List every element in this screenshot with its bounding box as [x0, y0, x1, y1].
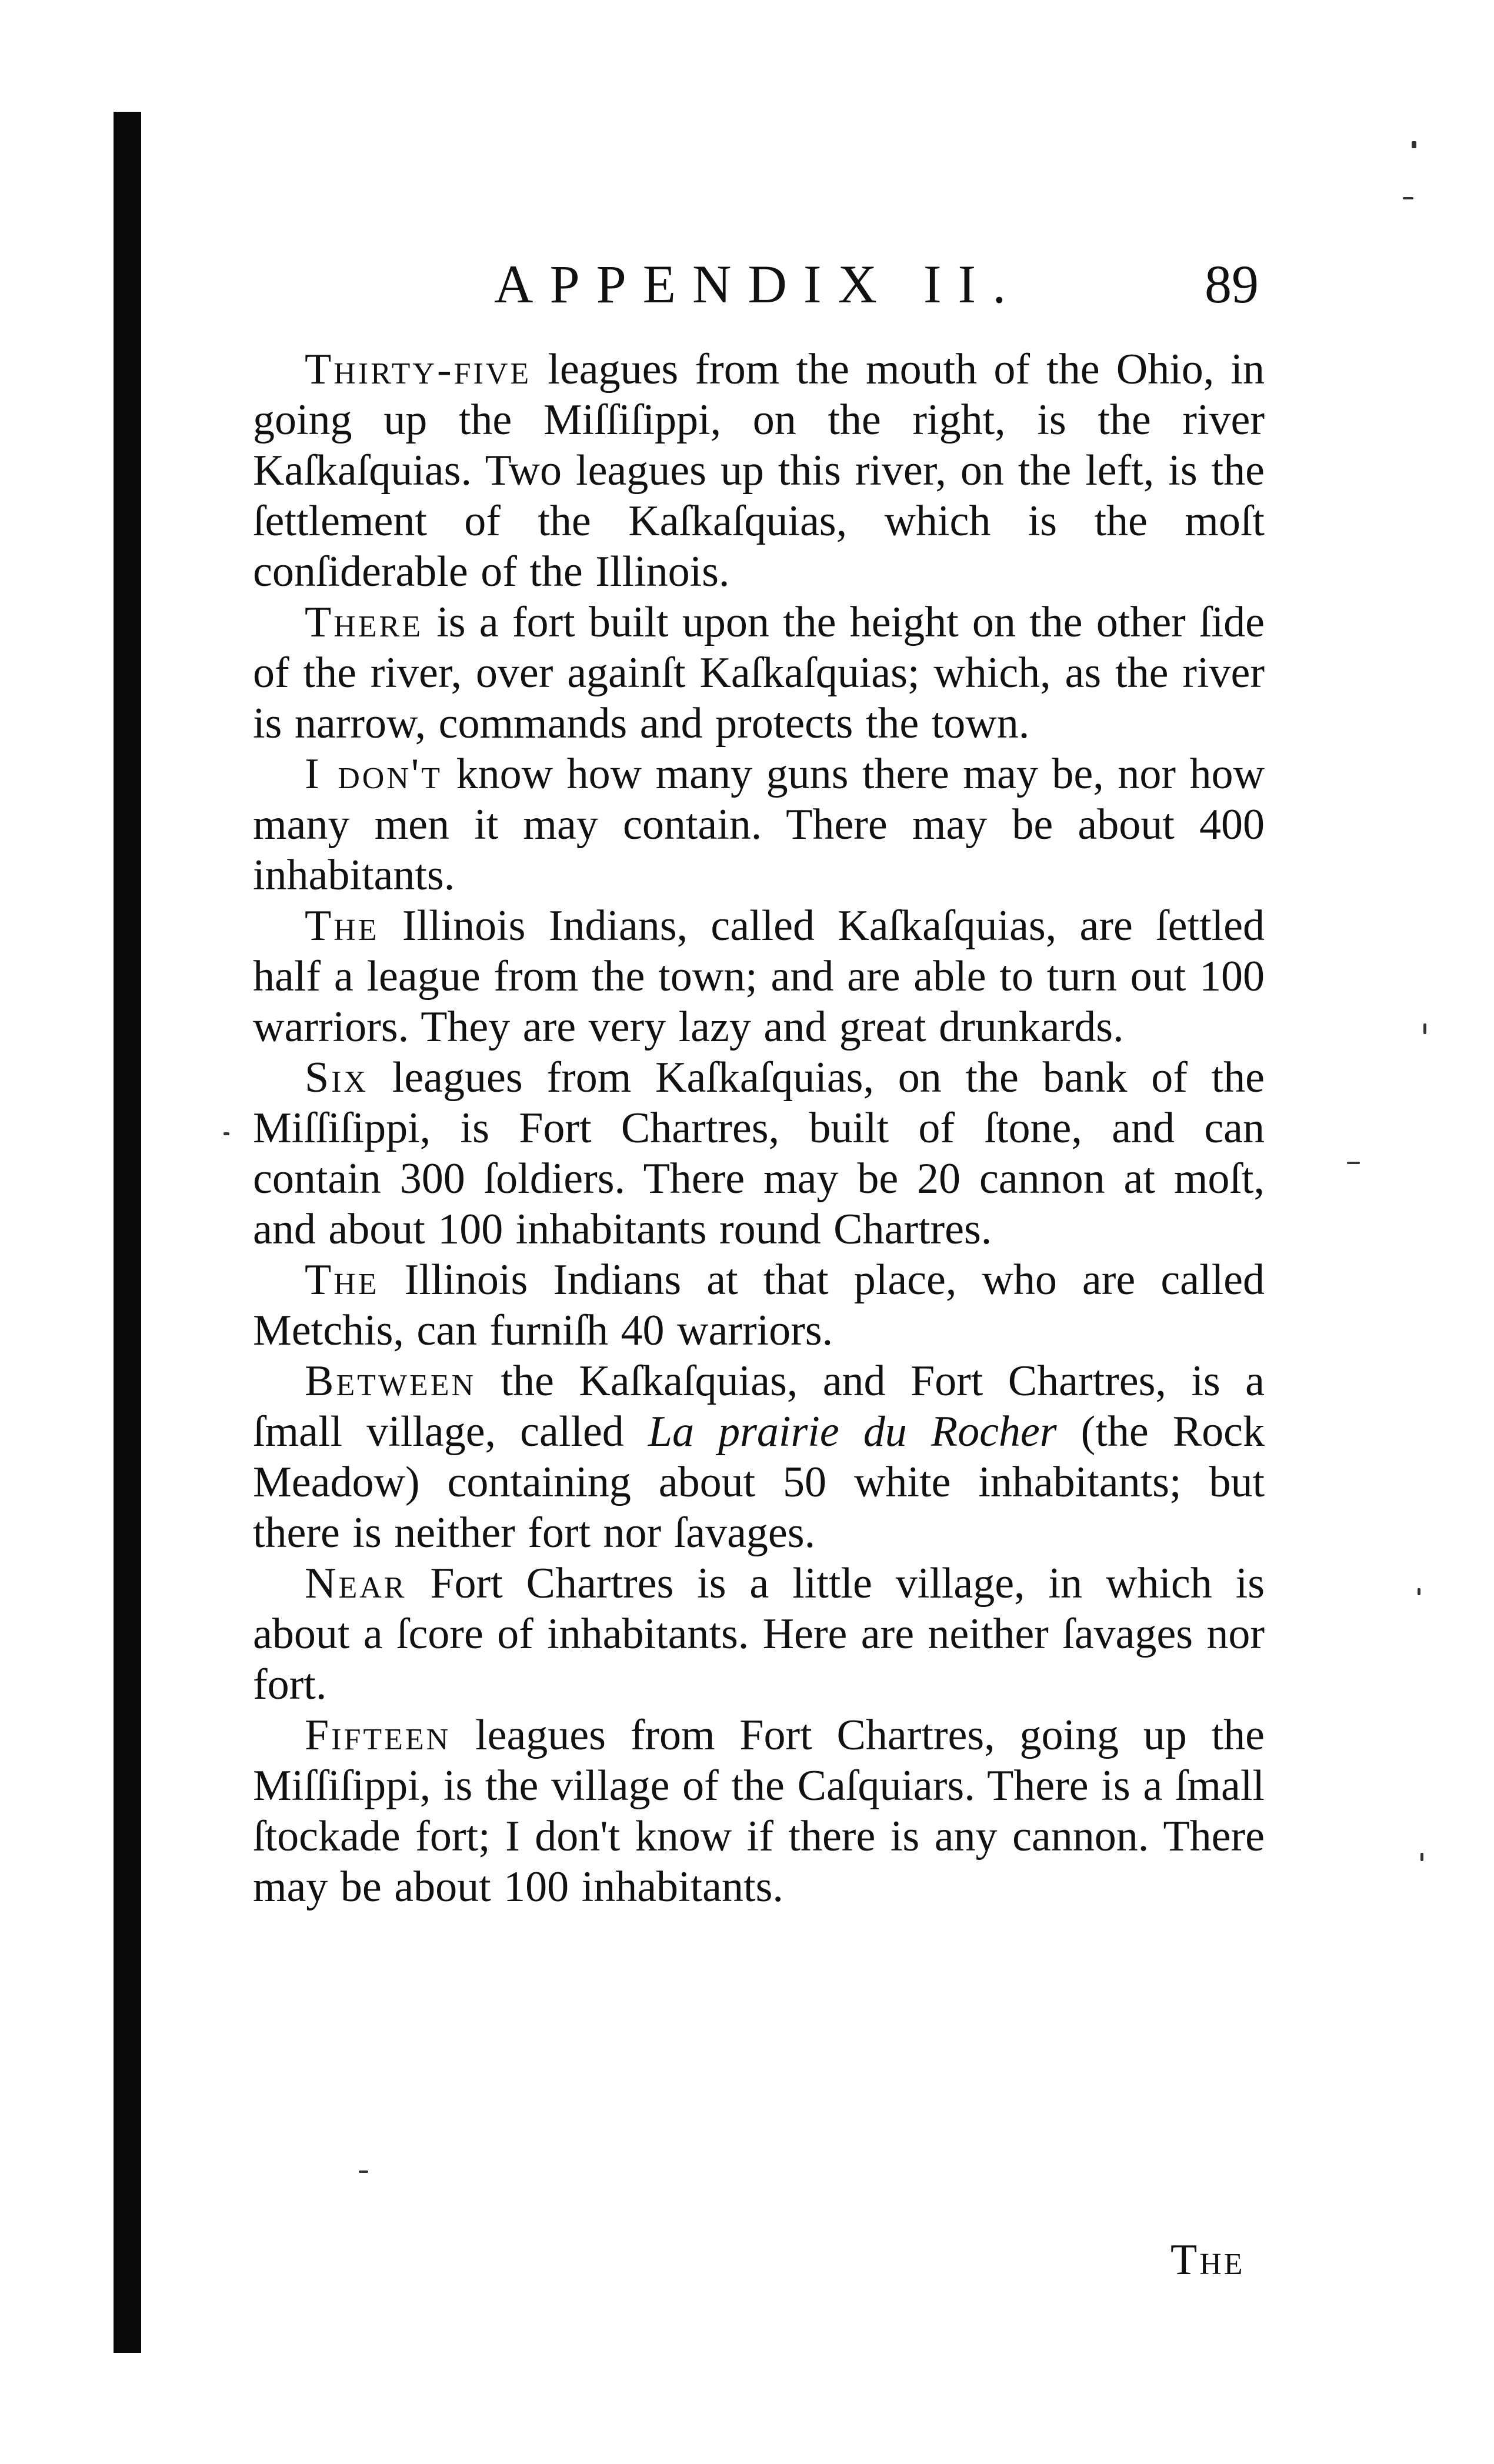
- print-speck: [1418, 1588, 1420, 1595]
- paragraph-5: [253, 1052, 1265, 1255]
- paragraph-lead: Thirty-five: [305, 345, 532, 394]
- print-speck: [1423, 1023, 1426, 1034]
- paragraph-lead: The: [305, 902, 379, 950]
- paragraph-text-after: (the Rock Meadow) containing about 50 white inhabitants; but there is neither fort nor ſavages.: [253, 1408, 1265, 1557]
- paragraph-lead: Near: [305, 1559, 407, 1608]
- paragraph-2: [253, 597, 1265, 749]
- page-header: [494, 247, 1259, 335]
- paragraph-lead: Between: [305, 1357, 476, 1405]
- running-title: APPENDIX II.: [494, 254, 1023, 314]
- paragraph-4: [253, 901, 1265, 1052]
- catchword: The: [1170, 2236, 1245, 2284]
- paragraph-text: is a fort built upon the height on the other ſide of the river, over againſt Kaſkaſquias; which, as the river is narrow, commands and protects the town.: [253, 598, 1265, 748]
- paragraph-text: Illinois Indians at that place, who are called Metchis, can furniſh 40 warriors.: [253, 1256, 1265, 1355]
- paragraph-3: [253, 749, 1265, 901]
- page-number: 89: [1205, 254, 1259, 314]
- paragraph-lead: I don't: [305, 750, 442, 798]
- paragraph-7: [253, 1356, 1265, 1558]
- paragraph-text: leagues from Fort Chartres, going up the Miſſiſippi, is the village of the Caſquiars. There is a ſmall ſtockade fort; I don't know if there is any cannon. There may be about 100 inhabitants.: [253, 1711, 1265, 1911]
- print-speck: [359, 2170, 368, 2173]
- paragraph-8: [253, 1558, 1265, 1710]
- paragraph-text: leagues from the mouth of the Ohio, in going up the Miſſiſippi, on the right, is the river Kaſkaſquias. Two leagues up this river, on the left, is the ſettlement of the Kaſkaſquias, which is the moſt conſiderable of the Illinois.: [253, 345, 1265, 596]
- paragraph-text: the Kaſkaſquias, and Fort Chartres, is a ſmall village, called: [253, 1357, 1265, 1456]
- print-speck: [1412, 141, 1416, 148]
- paragraph-text: Illinois Indians, called Kaſkaſquias, are ſettled half a league from the town; and are able to turn out 100 warriors. They are very lazy and great drunkards.: [253, 902, 1265, 1051]
- paragraph-lead: The: [305, 1256, 379, 1304]
- place-name-italic: La prairie du Rocher: [648, 1408, 1057, 1456]
- print-speck: [224, 1132, 229, 1135]
- print-speck: [1403, 197, 1413, 199]
- print-speck: [1347, 1162, 1360, 1164]
- paragraph-6: [253, 1255, 1265, 1356]
- paragraph-1: [253, 344, 1265, 597]
- paragraph-text: leagues from Kaſkaſquias, on the bank of the Miſſiſippi, is Fort Chartres, built of ſtone, and can contain 300 ſoldiers. There may be 20 cannon at moſt, and about 100 inhabitants round Chartres.: [253, 1053, 1265, 1253]
- binding-shadow: [114, 112, 141, 2353]
- paragraph-lead: Fifteen: [305, 1711, 451, 1759]
- paragraph-text: Fort Chartres is a little village, in which is about a ſcore of inhabitants. Here are neither ſavages nor fort.: [253, 1559, 1265, 1709]
- body-text: [253, 344, 1265, 1912]
- paragraph-lead: Six: [305, 1053, 369, 1102]
- paragraph-text: know how many guns there may be, nor how many men it may contain. There may be about 400 inhabitants.: [253, 750, 1265, 899]
- print-speck: [1420, 1853, 1423, 1861]
- paragraph-lead: There: [305, 598, 423, 646]
- paragraph-9: [253, 1710, 1265, 1912]
